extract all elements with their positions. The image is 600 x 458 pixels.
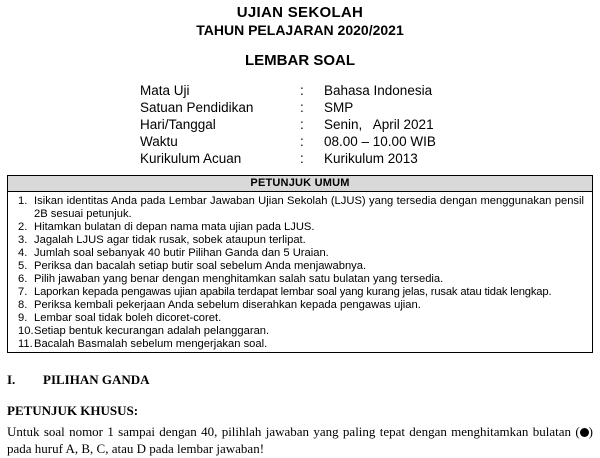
item-number: 8.: [18, 299, 28, 311]
list-item: [18, 273, 584, 286]
info-label: Satuan Pendidikan: [140, 100, 254, 115]
list-item: [18, 247, 584, 260]
info-label: Hari/Tanggal: [140, 117, 216, 132]
list-item: [18, 299, 584, 312]
item-text: Jagalah LJUS agar tidak rusak, sobek ataupun terlipat.: [34, 234, 306, 246]
info-row-time: [140, 133, 436, 150]
item-text: Laporkan kepada pengawas ujian apabila terdapat lembar soal yang kurang jelas, rusak atau tidak lengkap.: [34, 286, 552, 298]
exam-info-table: [140, 82, 436, 167]
item-number: 5.: [18, 260, 28, 272]
item-text: Lembar soal tidak boleh dicoret-coret.: [34, 312, 222, 324]
item-text: Isikan identitas Anda pada Lembar Jawaban Ujian Sekolah (LJUS) yang tersedia dengan menggunakan pensil 2B sesuai petunjuk.: [34, 195, 584, 220]
item-number: 11.: [18, 338, 33, 350]
info-row-subject: [140, 82, 436, 99]
list-item: [18, 260, 584, 273]
info-value: SMP: [324, 100, 354, 115]
item-number: 4.: [18, 247, 28, 259]
info-row-school-level: [140, 99, 436, 116]
item-number: 6.: [18, 273, 28, 285]
list-item: [18, 338, 584, 351]
item-text: Hitamkan bulatan di depan nama mata ujian pada LJUS.: [34, 221, 315, 233]
item-number: 2.: [18, 221, 28, 233]
general-instructions-list: [8, 192, 592, 351]
item-text: Pilih jawaban yang benar dengan menghitamkan salah satu bulatan yang tersedia.: [34, 273, 444, 285]
info-colon: :: [300, 151, 304, 166]
info-value: Kurikulum 2013: [324, 151, 418, 166]
general-instructions-box: [7, 175, 593, 353]
item-number: 7.: [18, 286, 28, 298]
list-item: [18, 325, 584, 338]
info-colon: :: [300, 134, 304, 149]
info-colon: :: [300, 117, 304, 132]
info-colon: :: [300, 83, 304, 98]
instruction-text-end: ) pada huruf A, B, C, atau D pada lembar jawaban!: [7, 424, 593, 456]
list-item: [18, 286, 584, 299]
item-text: Periksa kembali pekerjaan Anda sebelum diserahkan kepada pengawas ujian.: [34, 299, 421, 311]
general-instructions-title: PETUNJUK UMUM: [8, 176, 592, 192]
section-title: PILIHAN GANDA: [43, 372, 150, 387]
item-number: 9.: [18, 312, 28, 324]
info-row-curriculum: [140, 150, 436, 167]
exam-title: UJIAN SEKOLAH: [236, 4, 364, 21]
special-instructions-heading: PETUNJUK KHUSUS:: [7, 403, 139, 418]
info-value: Senin, April 2021: [324, 117, 434, 132]
list-item: [18, 221, 584, 234]
info-label: Mata Uji: [140, 83, 190, 98]
special-instructions-text: [7, 423, 593, 457]
item-number: 1.: [18, 195, 28, 207]
section-heading: [7, 372, 150, 388]
section-number: I.: [7, 372, 16, 387]
academic-year: TAHUN PELAJARAN 2020/2021: [196, 22, 404, 38]
list-item: [18, 195, 584, 221]
info-value: Bahasa Indonesia: [324, 83, 433, 98]
item-text: Jumlah soal sebanyak 40 butir Pilihan Ganda dan 5 Uraian.: [34, 247, 329, 259]
item-text: Periksa dan bacalah setiap butir soal sebelum Anda menjawabnya.: [34, 260, 367, 272]
item-text: Setiap bentuk kecurangan adalah pelanggaran.: [34, 325, 270, 337]
info-row-date: [140, 116, 436, 133]
info-colon: :: [300, 100, 304, 115]
sheet-title: LEMBAR SOAL: [245, 52, 355, 69]
info-label: Waktu: [140, 134, 178, 149]
info-label: Kurikulum Acuan: [140, 151, 242, 166]
instruction-text-start: Untuk soal nomor 1 sampai dengan 40, pilihlah jawaban yang paling tepat dengan menghitamkan bulatan (: [7, 424, 580, 439]
list-item: [18, 312, 584, 325]
info-value: 08.00 – 10.00 WIB: [324, 134, 436, 149]
item-text: Bacalah Basmalah sebelum mengerjakan soal.: [34, 338, 268, 350]
item-number: 10.: [18, 325, 34, 337]
list-item: [18, 234, 584, 247]
item-number: 3.: [18, 234, 28, 246]
filled-circle-icon: [580, 428, 589, 437]
